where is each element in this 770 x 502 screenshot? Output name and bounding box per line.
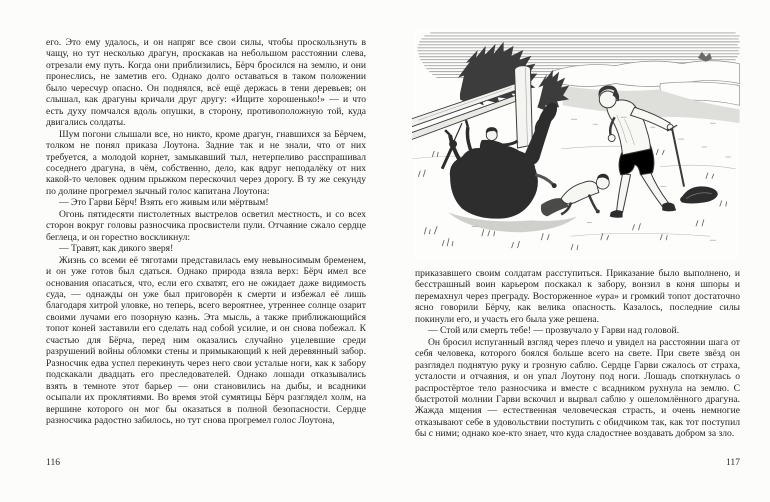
paragraph: его. Это ему удалось, и он напряг все свои силы, чтобы проскользнуть в чащу, но тут несколько драгун, проскакав на небольшом расстоянии слева, отрезали ему путь. Когда они приблизились, Бёрч бросился на землю, и они пронеслись, не заметив его. Однако долго оставаться в таком положении было чересчур опасно. Он поднялся, всё ещё держась в тени деревьев; он слышал, как драгуны кричали друг другу: «Ищите хорошенько!» — и что есть духу помчался вдоль опушки, в сторону, противоположную той, куда двигались солдаты. [46,37,366,129]
paragraph: Шум погони слышали все, но никто, кроме драгун, гнавшихся за Бёрчем, толком не понял приказа Лоутона. Задние так и не знали, что от них требуется, а молодой корнет, замыкавший тыл, нетерпеливо расспрашивал соседнего драгуна, в чём, собственно, дело, как вдруг неподалёку от них какой-то человек одним прыжком перескочил через дорогу. В ту же секунду по долине прогремел зычный голос капитана Лоутона: [46,128,366,197]
dialogue-paragraph: — Это Гарви Бёрч! Взять его живым или мёртвым! [59,197,269,209]
left-page-text [46,37,366,452]
fence-post [515,66,533,148]
right-page-number: 117 [725,457,740,468]
dialogue-paragraph: — Стой или смерть тебе! — прозвучало у Гарви над головой. [428,325,680,337]
paragraph: Огонь пятидесяти пистолетных выстрелов осветил местность, и со всех сторон вокруг головы разносчика просвистели пули. Отчаяние сжало сердце беглеца, и он горестно воскликнул: [46,208,366,243]
left-page-number: 116 [46,457,61,468]
paragraph: Жизнь со всеми её тяготами представилась ему невыносимым бременем, и он уже готов был сдаться. Однако природа взяла верх: Бёрч имел все основания опасаться, что, если его схватят, его не ожидает даже видимость суда, — однажды он уже был приговорён к смерти и избежал её лишь благодаря хитрой уловке, но теперь, всего вероятнее, утреннее солнце озарит своими лучами его позорную казнь. Эта мысль, а также приближающийся топот коней заставили его сделать над собой усилие, и он снова побежал. К счастью для Бёрча, перед ним оказались случайно уцелевшие среди разрушений войны обломки стены и примыкающий к ней деревянный забор. Разносчик едва успел перекинуть через него свои усталые ноги, как к забору подскакали двадцать его преследователей. Однако лошади отказывались взять в темноте этот барьер — они становились на дыбы, и всадники осыпали их проклятиями. Во время этой сумятицы Бёрч разглядел холм, на вершине которого он мог бы оказаться в полной безопасности. Сердце разносчика радостно забилось, но тут снова прогремел голос Лоутона, [46,254,366,426]
paragraph: приказавшего своим солдатам расступиться. Приказание было выполнено, и бесстрашный воин карьером поскакал к забору, вонзил в коня шпоры и перемахнул через преграду. Восторженное «ура» и громкий топот достаточно ясно говорили Бёрчу, как велика опасность. Казалось, последние силы покинули его, и участь его была уже решена. [415,268,740,325]
dialogue-paragraph: — Травят, как дикого зверя! [59,243,174,255]
paragraph: Он бросил испуганный взгляд через плечо и увидел на расстоянии шага от себя человека, которого боялся больше всего на свете. При свете звёзд он разглядел поднятую руку и грозную саблю. Сердце Гарви сжалось от страха, усталости и отчаяния, и он упал Лоутону под ноги. Лошадь споткнулась о распростёртое тело разносчика и вместе с всадником рухнула на землю. С быстротой молнии Гарви вскочил и вырвал саблю у ошеломлённого драгуна. Жажда мщения — естественная человеческая страсть, и очень немногие отказывают себе в удовольствии поступить с обидчиком так, как тот поступил бы с ними; однако кое-кто знает, что куда сладостнее воздавать добром за зло. [415,336,740,440]
right-page-text [415,268,740,454]
book-illustration [412,28,740,261]
